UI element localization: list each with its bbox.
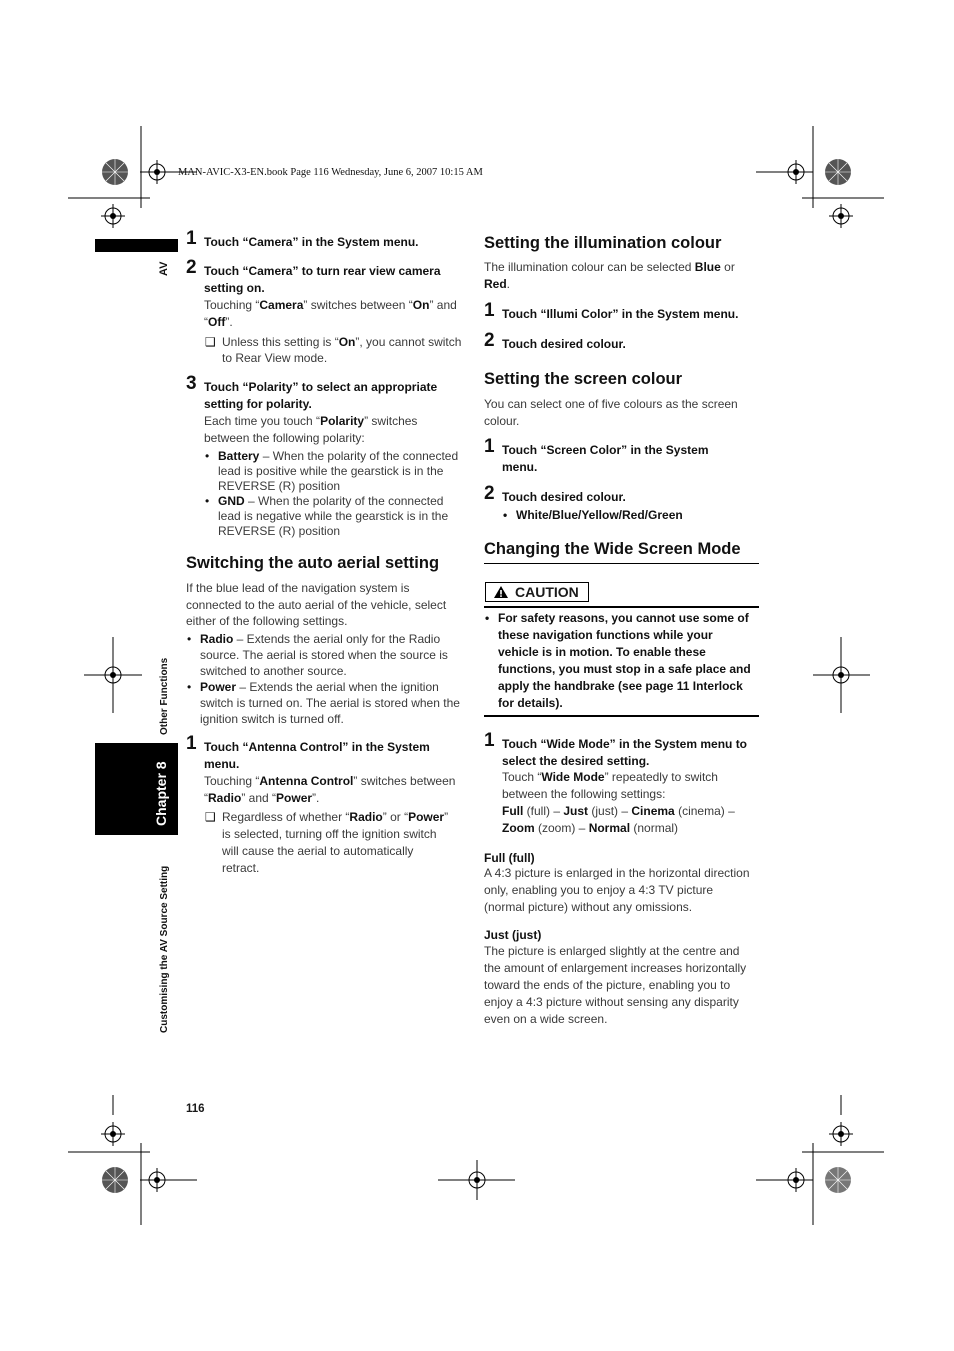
warning-triangle-icon <box>493 585 509 599</box>
step-polarity-body <box>204 413 459 446</box>
text: ”. <box>312 790 320 805</box>
aerial-intro: If the blue lead of the navigation system is connected to the auto aerial of the vehicle, select either of the following settings. <box>186 581 447 628</box>
term-power: Power <box>408 810 445 824</box>
step-illumi-color <box>484 300 760 323</box>
note-box-icon: ❑ <box>205 810 216 824</box>
step-camera-on <box>186 257 464 297</box>
sidebar-label-av: AV <box>158 261 170 276</box>
step-wide-mode <box>484 730 760 770</box>
bullet-power <box>186 679 462 727</box>
term-zoom: Zoom <box>502 820 535 835</box>
step-text: Touch “Antenna Control” in the System menu. <box>204 740 430 771</box>
sidebar-black-bar-top <box>95 239 178 252</box>
caution-label-box <box>485 582 589 602</box>
text: ” and “ <box>204 298 457 329</box>
text: ” repeatedly to switch between the following settings: <box>502 770 718 801</box>
caution-rule-bottom <box>484 715 759 717</box>
step-text: Touch “Camera” to turn rear view camera setting on. <box>204 264 441 295</box>
text: Touching “ <box>204 298 260 312</box>
text: Each time you touch “ <box>204 414 321 428</box>
term-antenna-control: Antenna Control <box>259 774 354 788</box>
text: (just) – <box>588 804 632 818</box>
term-blue: Blue <box>694 260 721 274</box>
text: – When the polarity of the connected lead is positive while the gearstick is in the REVERSE (R) position <box>218 449 459 493</box>
step-illum-desired <box>484 330 760 353</box>
text: ”. <box>225 314 233 329</box>
step-number: 2 <box>186 257 197 278</box>
full-title: Full (full) <box>484 851 535 865</box>
step-text: Touch “Screen Color” in the System menu. <box>502 443 709 474</box>
sidebar-label-other-functions: Other Functions <box>159 657 170 735</box>
illumination-intro <box>484 259 754 292</box>
term-on: On <box>412 298 430 312</box>
heading-auto-aerial: Switching the auto aerial setting <box>186 554 440 572</box>
step-camera-body <box>204 297 462 330</box>
text: (full) – <box>523 804 564 818</box>
text: The illumination colour can be selected <box>484 260 695 274</box>
text: Regardless of whether “ <box>222 810 350 824</box>
note-box-icon: ❑ <box>205 335 216 349</box>
text: (zoom) – <box>534 820 589 835</box>
full-description: A 4:3 picture is enlarged in the horizontal direction only, enabling you to enjoy a 4:3 TV picture (normal picture) without any omissions. <box>484 866 750 914</box>
note-camera <box>204 334 466 366</box>
step-text: Touch “Camera” in the System menu. <box>204 235 419 249</box>
step-antenna-control <box>186 733 464 773</box>
heading-underline <box>484 563 759 564</box>
caution-text <box>484 610 756 712</box>
text: – Extends the aerial when the ignition switch is turned on. The aerial is stored when the ignition switch is turned off. <box>200 680 460 726</box>
bullet-dot: • <box>187 680 192 694</box>
text: or <box>720 260 735 274</box>
text: For safety reasons, you cannot use some of these navigation functions while your vehicle is in motion. To enable these functions, you must stop in a safe place and apply the handbrake (see page 11 Interlock for details). <box>498 611 751 710</box>
note-antenna <box>204 809 452 877</box>
term-gnd: GND <box>218 494 245 508</box>
text: Unless this setting is “ <box>222 335 339 349</box>
bullet-dot: • <box>205 449 210 463</box>
term-radio: Radio <box>200 632 234 646</box>
bullet-dot: • <box>205 494 210 508</box>
term-power: Power <box>200 680 237 694</box>
text: Touching “ <box>204 774 260 788</box>
step-text: Touch “Polarity” to select an appropriate setting for polarity. <box>204 380 438 411</box>
heading-wide-screen: Changing the Wide Screen Mode <box>484 540 741 558</box>
term-normal: Normal <box>588 820 631 835</box>
text: White/Blue/Yellow/Red/Green <box>516 508 683 522</box>
step-number: 3 <box>186 373 197 394</box>
bullet-battery <box>204 449 462 494</box>
text: – When the polarity of the connected lead is negative while the gearstick is in the REVERSE (R) position <box>218 494 449 538</box>
text: Touch “ <box>502 770 542 784</box>
bullet-dot: • <box>503 508 508 522</box>
heading-illumination: Setting the illumination colour <box>484 234 722 252</box>
step-antenna-body <box>204 773 459 806</box>
term-camera: Camera <box>259 298 304 312</box>
caution-rule-top <box>484 606 759 608</box>
sidebar-label-customising: Customising the AV Source Setting <box>159 865 170 1033</box>
just-description: The picture is enlarged slightly at the centre and the amount of enlargement increases horizontally toward the ends of the picture, enabling you to enjoy a 4:3 picture without sensing any disparity even on a wide screen. <box>484 944 747 1026</box>
bullet-gnd <box>204 494 462 539</box>
term-cinema: Cinema <box>631 804 675 818</box>
step-number: 1 <box>484 436 495 457</box>
page-number: 116 <box>186 1103 205 1115</box>
term-full: Full <box>502 804 524 818</box>
bullet-dot: • <box>485 611 490 625</box>
wide-mode-body <box>502 769 752 802</box>
bullet-dot: • <box>187 632 192 646</box>
text: . <box>506 276 511 291</box>
text: ” switches between the following polarity: <box>204 414 418 445</box>
step-number: 1 <box>484 730 495 751</box>
sidebar-chapter-label: Chapter 8 <box>153 761 169 826</box>
wide-mode-list <box>502 803 757 836</box>
step-number: 2 <box>484 483 495 504</box>
text: ” is selected, turning off the ignition switch will cause the aerial to automatically retract. <box>222 810 449 875</box>
text: ” and “ <box>241 790 277 805</box>
text: – Extends the aerial only for the Radio source. The aerial is stored when the source is switched to another source. <box>200 632 448 678</box>
caution-label: CAUTION <box>515 584 579 600</box>
term-off: Off <box>208 314 226 329</box>
step-text: Touch “Wide Mode” in the System menu to select the desired setting. <box>502 737 748 768</box>
text: ” switches between “ <box>204 774 456 805</box>
step-number: 1 <box>186 228 197 249</box>
term-radio: Radio <box>208 790 242 805</box>
term-just: Just <box>563 804 589 818</box>
screen-colour-intro: You can select one of five colours as the screen colour. <box>484 397 738 428</box>
step-text: Touch desired colour. <box>502 337 626 351</box>
term-polarity: Polarity <box>320 414 365 428</box>
bullet-screen-colors <box>502 508 766 523</box>
step-number: 2 <box>484 330 495 351</box>
step-number: 1 <box>186 733 197 754</box>
term-battery: Battery <box>218 449 260 463</box>
heading-screen-colour: Setting the screen colour <box>484 370 683 388</box>
step-polarity <box>186 373 464 413</box>
file-header: MAN-AVIC-X3-EN.book Page 116 Wednesday, June 6, 2007 10:15 AM <box>178 167 483 178</box>
text: ”, you cannot switch to Rear View mode. <box>222 335 462 365</box>
step-screen-desired <box>484 483 760 506</box>
term-red: Red <box>484 276 507 291</box>
step-screen-color <box>484 436 742 476</box>
text: ” or “ <box>382 810 409 824</box>
step-text: Touch “Illumi Color” in the System menu. <box>502 307 739 321</box>
text: ” switches between “ <box>303 298 413 312</box>
term-wide-mode: Wide Mode <box>541 770 605 784</box>
text: (cinema) – <box>674 804 735 818</box>
step-text: Touch desired colour. <box>502 490 626 504</box>
just-title: Just (just) <box>484 928 542 942</box>
term-radio: Radio <box>349 810 383 824</box>
term-power: Power <box>276 790 313 805</box>
text: (normal) <box>630 820 679 835</box>
step-camera-menu <box>186 228 464 251</box>
step-number: 1 <box>484 300 495 321</box>
term-on: On <box>338 335 356 349</box>
bullet-radio <box>186 631 462 679</box>
